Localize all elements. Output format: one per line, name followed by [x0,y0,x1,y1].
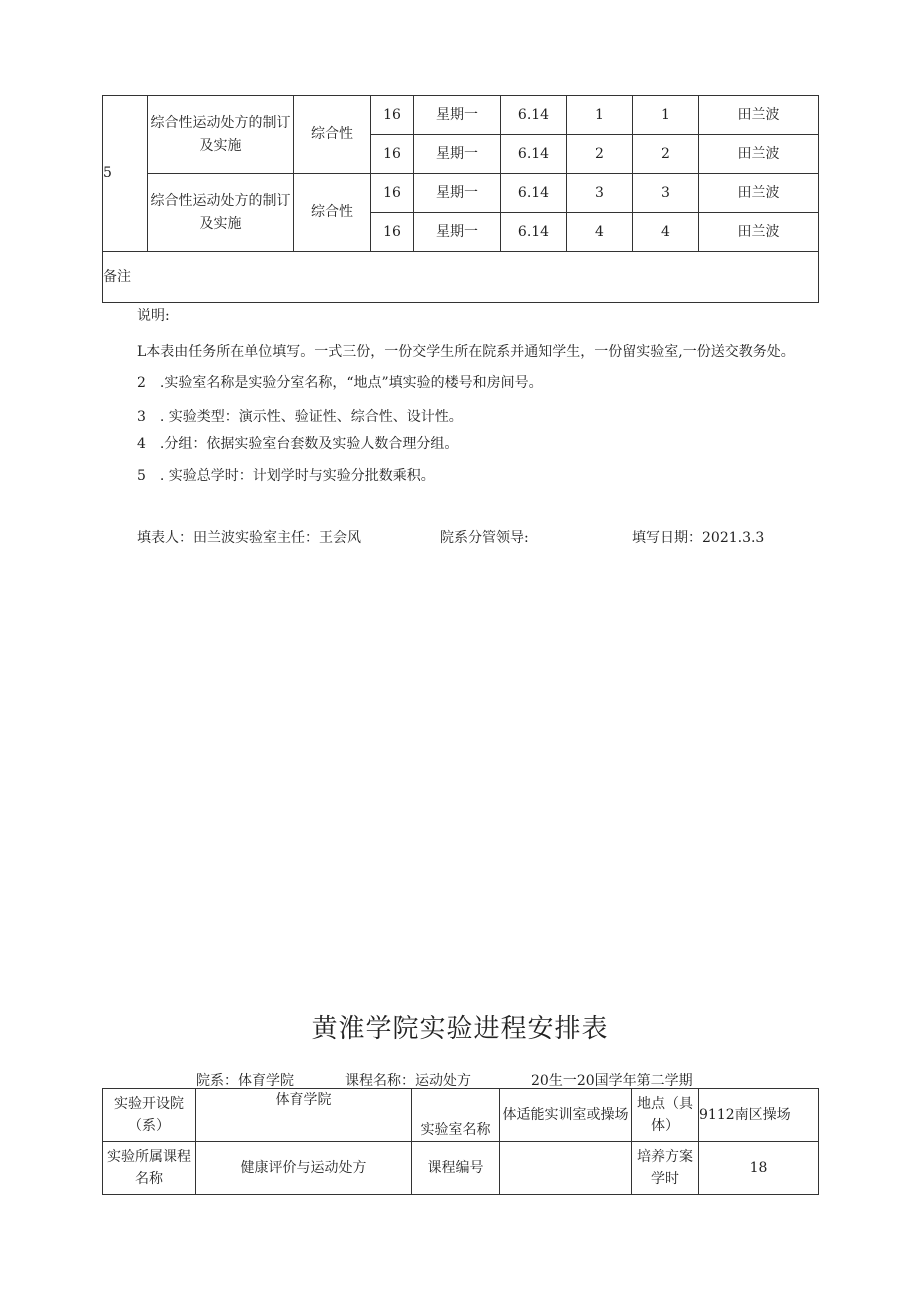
date: 6.14 [501,96,567,135]
table-row [103,96,819,135]
filler-signature: 填表人：田兰波实验室主任：王会风 [137,530,361,546]
weekday: 星期一 [414,174,501,213]
course-name-value: 健康评价与运动处方 [196,1142,412,1195]
page-title: 黄淮学院实验进程安排表 [311,1014,609,1044]
instruction-item: 4 .分组：依据实验室台套数及实验人数合理分组。 [137,435,459,452]
term-line: 20生一20国学年第二学期 [531,1073,693,1089]
remark-row [103,252,819,303]
weekday: 星期一 [414,96,501,135]
course-info-table [102,1088,819,1195]
location-label: 地点（具体） [632,1089,699,1142]
instruction-item: 3 . 实验类型：演示性、验证性、综合性、设计性。 [137,409,463,426]
batch: 4 [633,213,699,252]
offering-dept-label: 实验开设院（系） [103,1089,196,1142]
instructions [137,305,827,487]
course-line: 课程名称：运动处方 [345,1073,471,1089]
date: 6.14 [501,174,567,213]
lab-name-label: 实验室名称 [412,1089,500,1142]
instruction-item: 2 .实验室名称是实验分室名称，“地点”填实验的楼号和房间号。 [137,374,543,391]
fill-date: 填写日期：2021.3.3 [632,530,765,546]
student-count: 16 [371,135,414,174]
batch: 1 [633,96,699,135]
weekday: 星期一 [414,135,501,174]
experiment-type: 综合性 [294,96,371,174]
instruction-item: L本表由任务所在单位填写。一式三份，一份交学生所在院系并通知学生，一份留实验室,一份送交教务处。 [137,344,795,361]
remark-label: 备注 [103,252,819,303]
date: 6.14 [501,135,567,174]
offering-dept-value: 体育学院 [196,1089,412,1142]
group: 3 [567,174,633,213]
course-code-value [500,1142,632,1195]
batch: 3 [633,174,699,213]
instructions-heading: 说明: [137,308,170,324]
weekday: 星期一 [414,213,501,252]
teacher: 田兰波 [699,213,819,252]
course-code-label: 课程编号 [412,1142,500,1195]
group: 1 [567,96,633,135]
student-count: 16 [371,213,414,252]
project-name: 综合性运动处方的制订及实施 [148,174,294,252]
plan-hours-label: 培养方案学时 [632,1142,699,1195]
lab-name-value: 体适能实训室或操场 [500,1089,632,1142]
teacher: 田兰波 [699,135,819,174]
location-value: 9112南区操场 [699,1089,819,1142]
experiment-type: 综合性 [294,174,371,252]
teacher: 田兰波 [699,96,819,135]
batch: 2 [633,135,699,174]
group: 2 [567,135,633,174]
department-line: 院系：体育学院 [196,1073,294,1089]
group: 4 [567,213,633,252]
instruction-item: 5 . 实验总学时：计划学时与实验分批数乘积。 [137,467,435,484]
student-count: 16 [371,174,414,213]
table-row [103,1089,819,1142]
student-count: 16 [371,96,414,135]
teacher: 田兰波 [699,174,819,213]
group-number: 5 [103,96,148,252]
project-name: 综合性运动处方的制订及实施 [148,96,294,174]
date: 6.14 [501,213,567,252]
table-row [103,174,819,213]
dept-leader-signature: 院系分管领导: [440,530,529,546]
course-name-label: 实验所属课程名称 [103,1142,196,1195]
plan-hours-value: 18 [699,1142,819,1195]
schedule-table [102,95,819,303]
table-row [103,1142,819,1195]
